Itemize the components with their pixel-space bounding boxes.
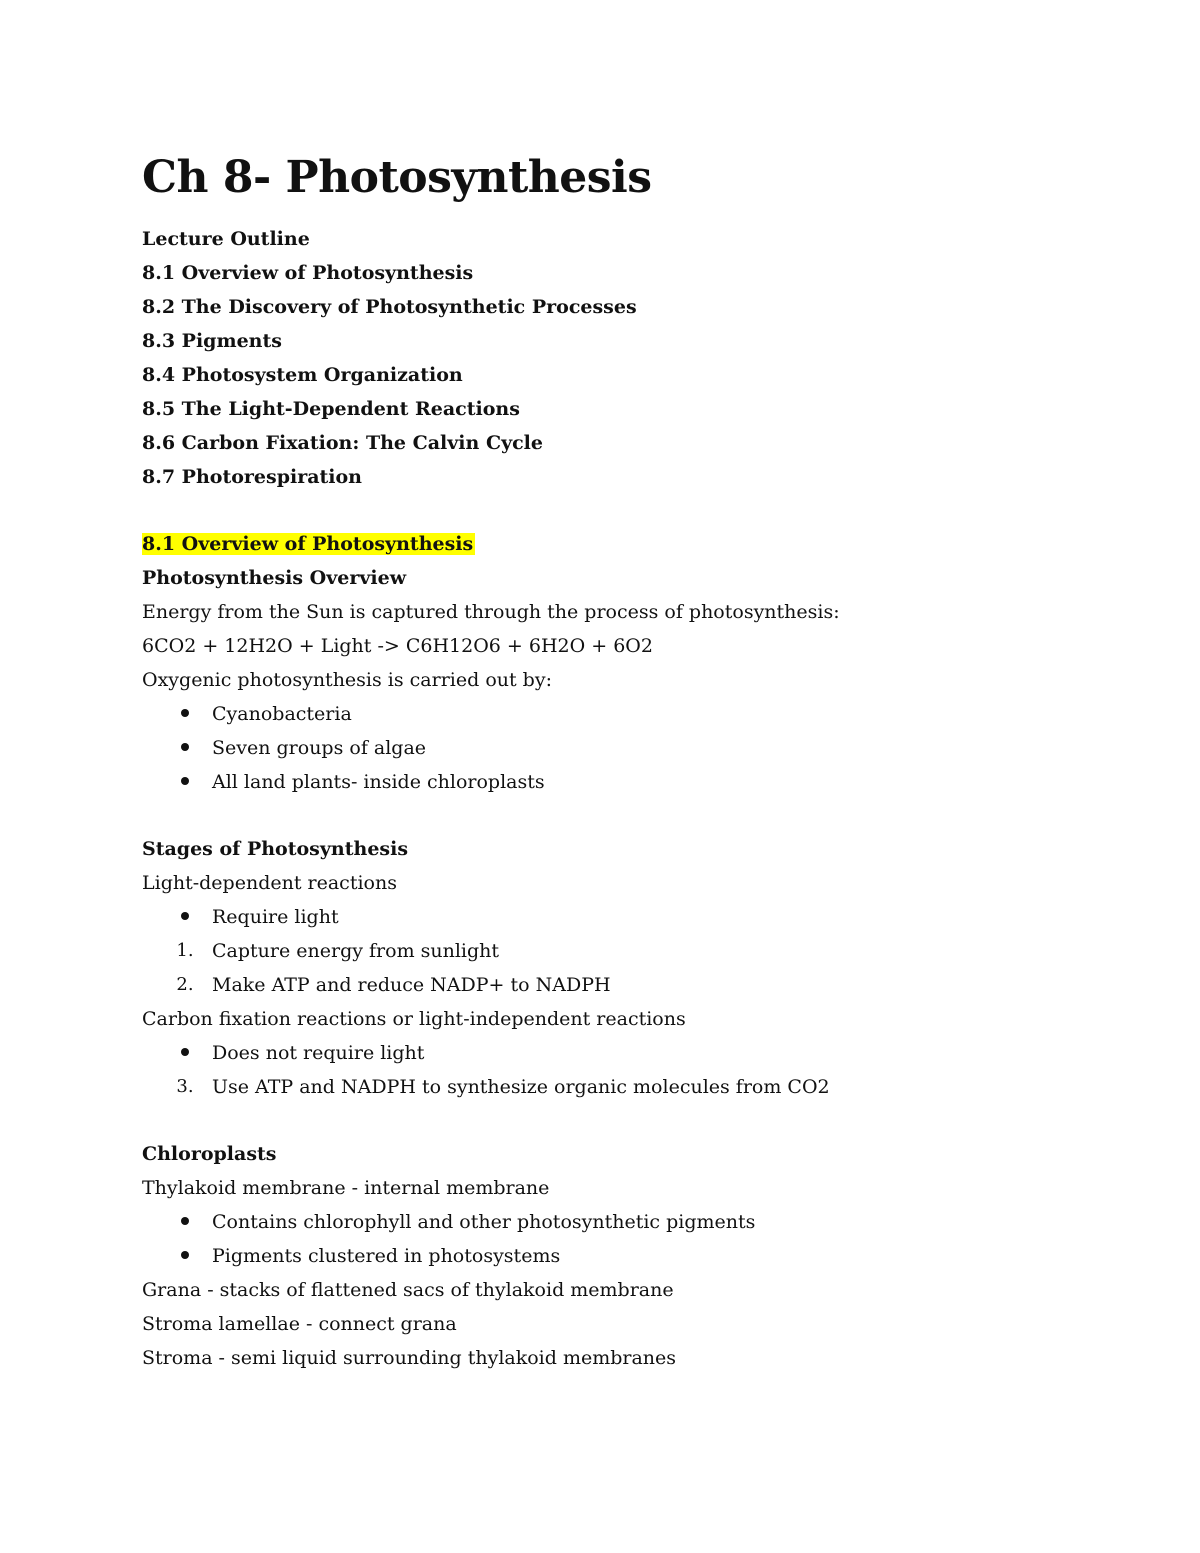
bullet-icon bbox=[174, 697, 196, 731]
list-number: 2. bbox=[176, 974, 194, 995]
chloroplasts-heading: Chloroplasts bbox=[142, 1143, 277, 1165]
numbered-item bbox=[142, 1070, 1082, 1104]
bullet-text: Cyanobacteria bbox=[212, 703, 352, 725]
bullet-text: Pigments clustered in photosystems bbox=[212, 1245, 561, 1267]
outline-item: 8.1 Overview of Photosynthesis bbox=[142, 262, 474, 284]
numbered-text: Use ATP and NADPH to synthesize organic molecules from CO2 bbox=[212, 1076, 830, 1098]
outline-heading: Lecture Outline bbox=[142, 228, 310, 250]
document-title: Ch 8- Photosynthesis bbox=[142, 152, 652, 203]
chloroplasts-text: Stroma lamellae - connect grana bbox=[142, 1313, 457, 1335]
bullet-icon bbox=[174, 731, 196, 765]
numbered-item bbox=[142, 934, 1082, 968]
overview-text: Energy from the Sun is captured through the process of photosynthesis: bbox=[142, 601, 840, 623]
numbered-item bbox=[142, 968, 1082, 1002]
bullet-text: Does not require light bbox=[212, 1042, 425, 1064]
chloroplasts-text: Stroma - semi liquid surrounding thylakoid membranes bbox=[142, 1347, 677, 1369]
overview-text: Oxygenic photosynthesis is carried out by: bbox=[142, 669, 552, 691]
bullet-icon bbox=[174, 765, 196, 799]
outline-item: 8.2 The Discovery of Photosynthetic Processes bbox=[142, 296, 637, 318]
bullet-icon bbox=[174, 1036, 196, 1070]
list-number: 1. bbox=[176, 940, 194, 961]
outline-item: 8.4 Photosystem Organization bbox=[142, 364, 463, 386]
outline-item: 8.5 The Light-Dependent Reactions bbox=[142, 398, 520, 420]
bullet-item bbox=[142, 900, 1082, 934]
bullet-text: Seven groups of algae bbox=[212, 737, 427, 759]
bullet-icon bbox=[174, 1205, 196, 1239]
equation-text: 6CO2 + 12H2O + Light -> C6H12O6 + 6H2O + 6O2 bbox=[142, 635, 653, 657]
bullet-text: Require light bbox=[212, 906, 339, 928]
bullet-text: Contains chlorophyll and other photosynthetic pigments bbox=[212, 1211, 756, 1233]
document-body bbox=[142, 150, 1082, 1375]
bullet-item bbox=[142, 697, 1082, 731]
bullet-text: All land plants- inside chloroplasts bbox=[212, 771, 545, 793]
outline-item: 8.7 Photorespiration bbox=[142, 466, 362, 488]
chloroplasts-text: Thylakoid membrane - internal membrane bbox=[142, 1177, 550, 1199]
bullet-icon bbox=[174, 1239, 196, 1273]
stages-heading: Stages of Photosynthesis bbox=[142, 838, 409, 860]
stages-text: Carbon fixation reactions or light-independent reactions bbox=[142, 1008, 686, 1030]
outline-item: 8.6 Carbon Fixation: The Calvin Cycle bbox=[142, 432, 543, 454]
outline-item: 8.3 Pigments bbox=[142, 330, 282, 352]
chloroplasts-text: Grana - stacks of flattened sacs of thylakoid membrane bbox=[142, 1279, 674, 1301]
bullet-item bbox=[142, 1205, 1082, 1239]
bullet-item bbox=[142, 1036, 1082, 1070]
spacer bbox=[142, 1104, 1082, 1137]
spacer bbox=[142, 799, 1082, 832]
bullet-item bbox=[142, 731, 1082, 765]
overview-heading: Photosynthesis Overview bbox=[142, 567, 407, 589]
numbered-text: Capture energy from sunlight bbox=[212, 940, 500, 962]
spacer bbox=[142, 494, 1082, 527]
list-number: 3. bbox=[176, 1076, 194, 1097]
bullet-item bbox=[142, 1239, 1082, 1273]
bullet-item bbox=[142, 765, 1082, 799]
section-heading-line bbox=[142, 527, 1082, 561]
highlighted-section-heading: 8.1 Overview of Photosynthesis bbox=[142, 533, 474, 555]
bullet-icon bbox=[174, 900, 196, 934]
numbered-text: Make ATP and reduce NADP+ to NADPH bbox=[212, 974, 611, 996]
stages-text: Light-dependent reactions bbox=[142, 872, 397, 894]
